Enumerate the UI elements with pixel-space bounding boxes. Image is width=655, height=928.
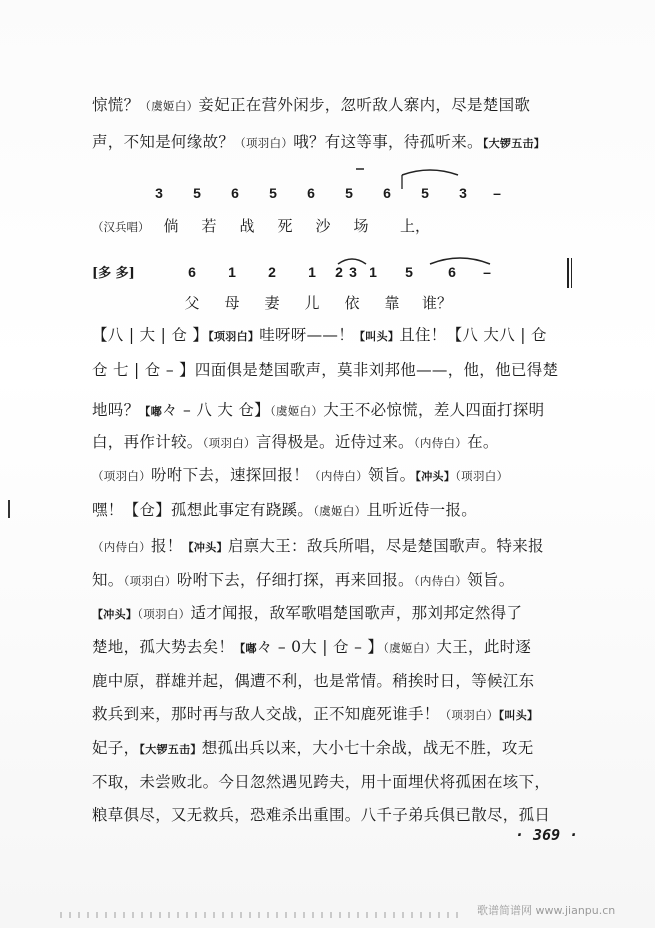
note: 5 bbox=[345, 185, 353, 201]
lyric: 场 bbox=[353, 217, 369, 235]
segment: 【大锣五击】 bbox=[482, 137, 546, 150]
page-number: · 369 · bbox=[515, 826, 579, 844]
lyric: 依 bbox=[344, 294, 360, 312]
segment: 妃子， bbox=[92, 739, 140, 757]
score2-lyrics bbox=[172, 292, 462, 313]
segment: （虞姬白） bbox=[383, 641, 437, 655]
lyric: 母 bbox=[224, 294, 240, 312]
score2-notes bbox=[92, 262, 502, 281]
segment: （项羽白） bbox=[202, 436, 256, 450]
text-line-9 bbox=[92, 536, 572, 558]
segment: 妾妃正在营外闲步，忽听敌人寨内，尽是楚国歌 bbox=[198, 96, 531, 114]
segment: 救兵到来，那时再与敌人交战，正不知鹿死谁手！ bbox=[92, 705, 440, 723]
segment: 【八 | bbox=[92, 326, 140, 344]
lyric: 倘 bbox=[163, 217, 179, 235]
score1-lyrics bbox=[92, 215, 450, 236]
segment: 【项羽白】 bbox=[208, 330, 260, 343]
margin-mark bbox=[8, 500, 10, 518]
segment: （项羽白） bbox=[137, 607, 191, 621]
end-barline bbox=[567, 258, 569, 288]
segment: 【仓】 bbox=[123, 501, 172, 519]
segment: 【嘟 bbox=[234, 642, 257, 655]
note: 6 bbox=[188, 264, 196, 280]
scan-noise bbox=[60, 912, 460, 918]
segment: 【叫头】 bbox=[354, 330, 400, 343]
segment: 【冲头】 bbox=[182, 541, 228, 554]
segment: 地吗？ bbox=[92, 401, 140, 419]
segment: 々 – 八 大 仓】 bbox=[162, 401, 270, 419]
text-line-13 bbox=[92, 671, 572, 691]
segment: 粮草俱尽，又无救兵，恐难杀出重围。八千子弟兵俱已散尽，孤日 bbox=[92, 806, 551, 824]
text-line-5 bbox=[92, 400, 572, 422]
text-line-11 bbox=[92, 603, 572, 625]
segment: 【大锣五击】 bbox=[139, 743, 202, 756]
segment: 启禀大王：敌兵所唱，尽是楚国歌声。特来报 bbox=[227, 537, 544, 555]
lyric: 妻 bbox=[264, 294, 280, 312]
watermark: 歌谱简谱网 www.jianpu.cn bbox=[477, 904, 616, 917]
note: 6 bbox=[448, 264, 456, 280]
note: 3 bbox=[459, 185, 467, 201]
segment: 仓 七 | 仓 – 】四面俱是楚国歌声，莫非刘邦他——，他，他已得楚 bbox=[92, 361, 559, 379]
segment: 且听近侍一报。 bbox=[366, 501, 478, 519]
lyric: 沙 bbox=[315, 217, 331, 235]
segment: 哦？有这等事，待孤听来。 bbox=[293, 133, 483, 151]
note: – bbox=[483, 264, 491, 280]
segment: 声，不知是何缘故？ bbox=[92, 133, 235, 151]
note: 2 bbox=[335, 264, 343, 280]
segment: 【冲头】 bbox=[415, 470, 456, 483]
note: 5 bbox=[193, 185, 201, 201]
segment: 】 bbox=[187, 326, 209, 344]
singer-label: （汉兵唱） bbox=[92, 220, 150, 234]
segment: 楚地，孤大势去矣！ bbox=[92, 638, 235, 656]
segment: 【叫头】 bbox=[498, 709, 539, 722]
lyric: 谁？ bbox=[421, 294, 452, 312]
lyric: 上， bbox=[399, 217, 430, 235]
text-line-4 bbox=[92, 360, 572, 380]
note: 5 bbox=[421, 185, 429, 201]
end-barline-thin bbox=[571, 258, 572, 288]
segment: （虞姬白） bbox=[139, 99, 199, 113]
segment: （内侍白） bbox=[92, 540, 151, 554]
segment: 々 – 0大 | 仓 – 】 bbox=[256, 638, 384, 656]
segment: 大 | 仓 bbox=[139, 326, 188, 344]
lyric: 儿 bbox=[304, 294, 320, 312]
segment: 吩咐下去，仔细打探，再来回报。 bbox=[176, 571, 414, 589]
text-line-10 bbox=[92, 570, 572, 591]
text-line-7 bbox=[92, 465, 572, 487]
text-line-6 bbox=[92, 432, 572, 453]
note: 6 bbox=[383, 185, 391, 201]
segment: 在。 bbox=[467, 433, 499, 451]
note: 1 bbox=[308, 264, 316, 280]
note: 6 bbox=[231, 185, 239, 201]
text-line-3 bbox=[92, 325, 572, 347]
segment: （项羽白） bbox=[439, 708, 499, 722]
segment: 白，再作计较。 bbox=[92, 433, 203, 451]
segment: （项羽白） bbox=[455, 469, 509, 483]
segment: （虞姬白） bbox=[313, 504, 367, 518]
note: 5 bbox=[405, 264, 413, 280]
lyric: 靠 bbox=[384, 294, 400, 312]
segment: 大王不必惊慌，差人四面打探明 bbox=[323, 401, 545, 419]
note: – bbox=[493, 185, 501, 201]
note: 6 bbox=[307, 185, 315, 201]
segment: （项羽白） bbox=[234, 136, 294, 150]
segment: 鹿中原，群雄并起，偶遭不利，也是常情。稍挨时日，等候江东 bbox=[92, 672, 535, 690]
segment: 想孤出兵以来，大小七十余战，战无不胜，攻无 bbox=[201, 739, 534, 757]
note: 1 bbox=[228, 264, 236, 280]
segment: 哇呀呀——！ bbox=[259, 326, 354, 344]
score1-notes bbox=[140, 185, 512, 201]
note: 1 bbox=[369, 264, 377, 280]
segment: （项羽白） bbox=[92, 469, 151, 483]
text-line-12 bbox=[92, 637, 572, 659]
segment: 报！ bbox=[151, 537, 183, 555]
segment: （虞姬白） bbox=[269, 404, 324, 418]
lyric: 父 bbox=[184, 294, 200, 312]
segment: 惊慌？ bbox=[92, 96, 140, 114]
segment: 适才闻报，敌军歌唱楚国歌声，那刘邦定然得了 bbox=[190, 604, 523, 622]
segment: 领旨。 bbox=[368, 466, 416, 484]
segment: 嘿！ bbox=[92, 501, 124, 519]
slur-arc bbox=[402, 170, 458, 175]
segment: 言得极是。近侍过来。 bbox=[255, 433, 414, 451]
segment: 孤想此事定有跷蹊。 bbox=[171, 501, 314, 519]
segment: 知。 bbox=[92, 571, 124, 589]
lyric: 战 bbox=[239, 217, 255, 235]
lyric: 若 bbox=[201, 217, 217, 235]
segment: （内侍白） bbox=[413, 574, 468, 588]
text-line-17 bbox=[92, 805, 572, 825]
text-line-16 bbox=[92, 772, 572, 792]
segment: （项羽白） bbox=[123, 574, 177, 588]
segment: 且住！【八 大八 | 仓 bbox=[399, 326, 547, 344]
note: 3 bbox=[349, 264, 357, 280]
lyric: 死 bbox=[277, 217, 293, 235]
segment: 领旨。 bbox=[467, 571, 515, 589]
text-line-14 bbox=[92, 704, 572, 726]
text-line-15 bbox=[92, 738, 572, 760]
note: 2 bbox=[268, 264, 276, 280]
note: 5 bbox=[269, 185, 277, 201]
segment: 【冲头】 bbox=[92, 608, 138, 621]
segment: 不取，未尝败北。今日忽然遇见跨夫，用十面埋伏将孤困在垓下， bbox=[92, 773, 551, 791]
segment: 【嘟 bbox=[139, 405, 163, 418]
text-line-8 bbox=[92, 500, 572, 521]
text-line-2 bbox=[92, 132, 572, 154]
note: 3 bbox=[155, 185, 163, 201]
segment: 大王，此时逐 bbox=[436, 638, 532, 656]
segment: （内侍白） bbox=[413, 436, 468, 450]
prefix-label: [多 多] bbox=[92, 266, 135, 281]
segment: 吩咐下去，速探回报！ bbox=[151, 466, 310, 484]
text-line-1 bbox=[92, 95, 572, 116]
segment: （内侍白） bbox=[309, 469, 369, 483]
